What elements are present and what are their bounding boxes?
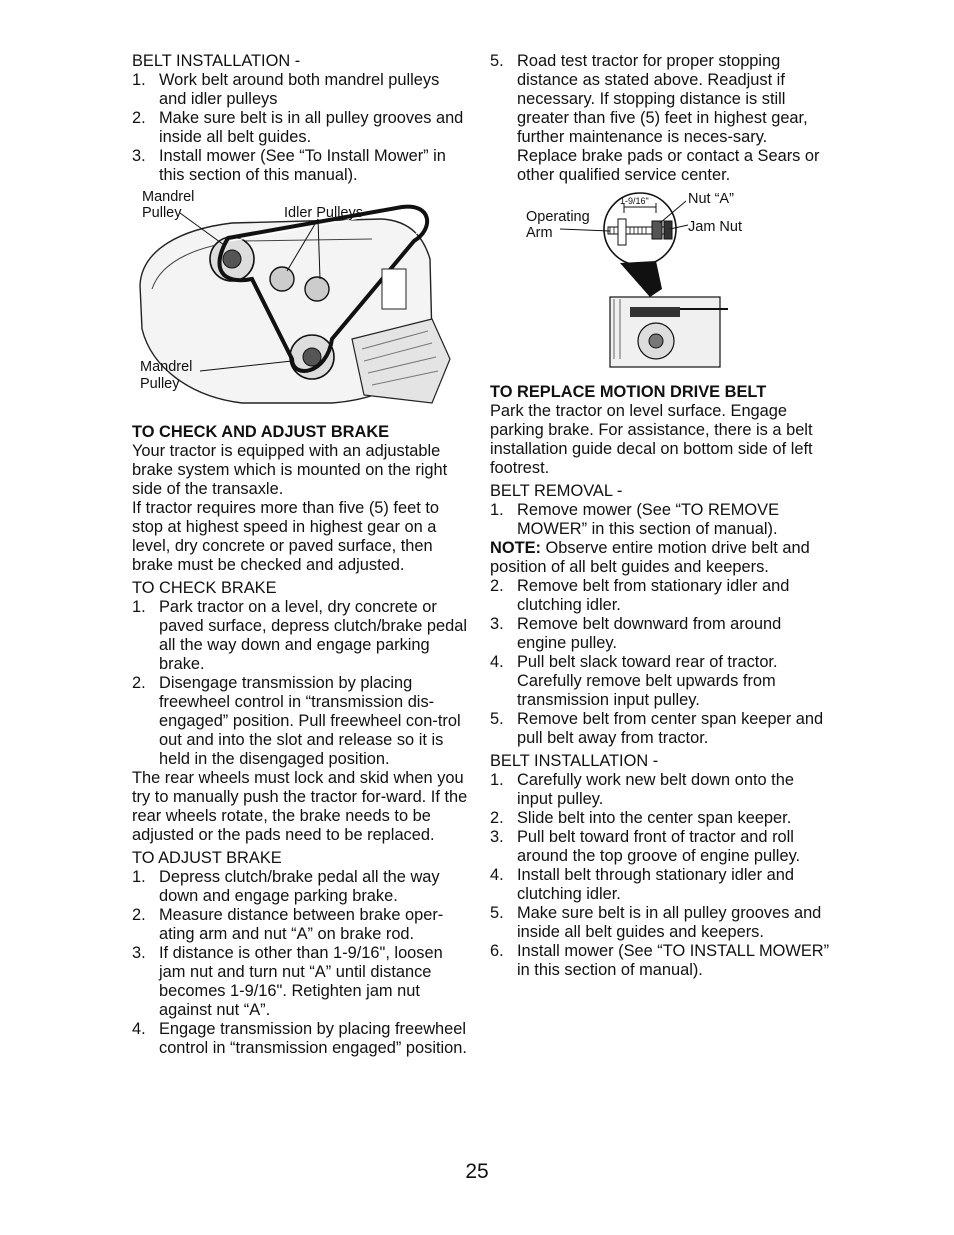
- belt-removal-heading: BELT REMOVAL -: [490, 482, 623, 500]
- list-item: 1. Depress clutch/brake pedal all the way down and engage parking brake.: [132, 868, 440, 905]
- list-item: 5. Road test tractor for proper stopping distance as stated above. Readjust if necessary. If stopping distance is still greater than five (5) feet in highest gear, further maintenance is neces-sary. Replace brake pads or contact a Sears or other qualified service center.: [490, 52, 820, 184]
- list-item: 2. Slide belt into the center span keeper.: [490, 809, 792, 827]
- check-brake-heading: TO CHECK BRAKE: [132, 579, 277, 597]
- belt-installation-steps: [490, 771, 830, 980]
- list-item: 2. Disengage transmission by placing freewheel control in “transmission dis-engaged” position. Pull freewheel con-trol out and into the slot and release so it is held in the disengaged position.: [132, 674, 461, 768]
- list-item: 2. Make sure belt is in all pulley grooves and inside all belt guides.: [132, 109, 464, 146]
- label-jam-nut: Jam Nut: [688, 219, 742, 235]
- label-mandrel-bottom: Mandrel: [140, 359, 193, 375]
- motion-belt-heading: TO REPLACE MOTION DRIVE BELT: [490, 383, 767, 401]
- brake-heading: TO CHECK AND ADJUST BRAKE: [132, 423, 390, 441]
- list-item: 5. Remove belt from center span keeper and pull belt away from tractor.: [490, 710, 824, 747]
- list-item: 4. Pull belt slack toward rear of tractor. Carefully remove belt upwards from transmission input pulley.: [490, 653, 778, 709]
- belt-install-heading: BELT INSTALLATION -: [132, 52, 301, 70]
- list-item: 1. Work belt around both mandrel pulleys and idler pulleys: [132, 71, 440, 108]
- list-item: 3. If distance is other than 1-9/16", loosen jam nut and turn nut “A” until distance becomes 1-9/16". Retighten jam nut against nut “A”.: [132, 944, 443, 1019]
- road-test-step: [490, 52, 830, 185]
- mower-deck-belt-figure: [132, 189, 470, 419]
- belt-installation-heading: BELT INSTALLATION -: [490, 752, 659, 770]
- label-idler-pulleys: Idler Pulleys: [284, 205, 363, 221]
- check-brake-paragraph: The rear wheels must lock and skid when you try to manually push the tractor for-ward. If the rear wheels rotate, the brake needs to be adjusted or the pads need to be replaced.: [132, 769, 468, 844]
- mower-deck-illustration: [132, 189, 470, 419]
- list-item: 3. Remove belt downward from around engine pulley.: [490, 615, 782, 652]
- right-column: [490, 52, 830, 980]
- belt-removal-steps: [490, 577, 830, 748]
- list-item: 1. Park tractor on a level, dry concrete or paved surface, depress clutch/brake pedal all the way down and engage parking brake.: [132, 598, 467, 673]
- check-brake-steps: [132, 598, 470, 769]
- label-pulley-top: Pulley: [142, 205, 182, 221]
- label-arm: Arm: [526, 225, 553, 241]
- list-item: 4. Install belt through stationary idler and clutching idler.: [490, 866, 794, 903]
- list-item: 1. Remove mower (See “TO REMOVE MOWER” in this section of manual).: [490, 501, 780, 538]
- label-operating: Operating: [526, 209, 590, 225]
- list-item: 4. Engage transmission by placing freewheel control in “transmission engaged” position.: [132, 1020, 467, 1057]
- list-item: 2. Measure distance between brake oper-ating arm and nut “A” on brake rod.: [132, 906, 444, 943]
- label-pulley-bottom: Pulley: [140, 376, 180, 392]
- list-item: 3. Pull belt toward front of tractor and roll around the top groove of engine pulley.: [490, 828, 801, 865]
- label-dimension: 1-9/16": [620, 196, 649, 206]
- belt-removal-step-1: [490, 501, 830, 539]
- left-column: [132, 52, 470, 1058]
- motion-belt-paragraph: Park the tractor on level surface. Engage parking brake. For assistance, there is a belt installation guide decal on bottom side of left footrest.: [490, 402, 813, 477]
- adjust-brake-heading: TO ADJUST BRAKE: [132, 849, 282, 867]
- list-item: 1. Carefully work new belt down onto the input pulley.: [490, 771, 794, 808]
- label-mandrel-top: Mandrel: [142, 189, 195, 205]
- note-label: NOTE:: [490, 539, 541, 557]
- list-item: 6. Install mower (See “TO INSTALL MOWER” in this section of manual).: [490, 942, 830, 979]
- note-text: Observe entire motion drive belt and position of all belt guides and keepers.: [490, 539, 810, 576]
- list-item: 3. Install mower (See “To Install Mower” in this section of this manual).: [132, 147, 446, 184]
- label-nut-a: Nut “A”: [688, 191, 734, 207]
- adjust-brake-steps: [132, 868, 470, 1058]
- brake-paragraph-2: If tractor requires more than five (5) feet to stop at highest speed in highest gear on a level, dry concrete or paved surface, then brake must be checked and adjusted.: [132, 499, 439, 574]
- list-item: 5. Make sure belt is in all pulley grooves and inside all belt guides and keepers.: [490, 904, 822, 941]
- brake-paragraph-1: Your tractor is equipped with an adjustable brake system which is mounted on the right side of the transaxle.: [132, 442, 448, 498]
- note-paragraph: [490, 539, 830, 577]
- belt-install-steps: [132, 71, 470, 185]
- brake-adjust-figure: [490, 189, 830, 379]
- page-number: 25: [465, 1160, 489, 1183]
- list-item: 2. Remove belt from stationary idler and clutching idler.: [490, 577, 790, 614]
